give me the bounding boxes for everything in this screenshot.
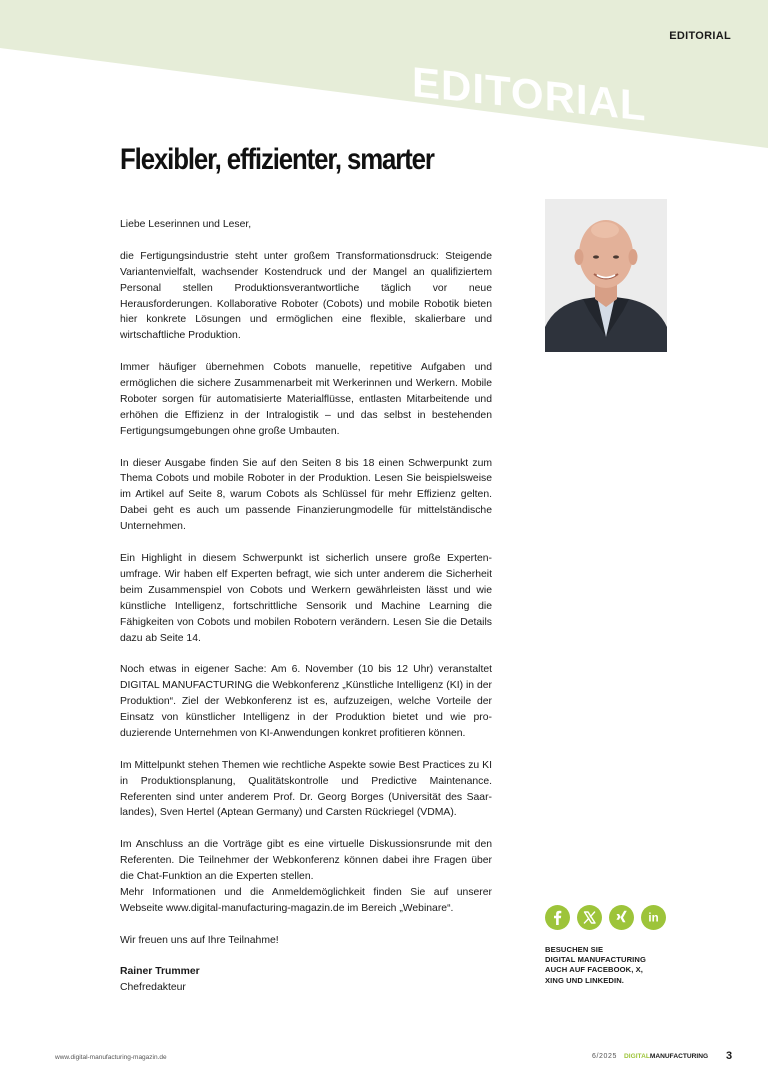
closing: Wir freuen uns auf Ihre Teilnahme! — [120, 934, 279, 946]
social-caption-line: BESUCHEN SIE — [545, 945, 604, 954]
social-caption — [545, 945, 685, 986]
x-icon[interactable] — [577, 905, 602, 930]
section-label: EDITORIAL — [669, 30, 731, 42]
portrait-illustration — [545, 199, 667, 352]
footer-url[interactable]: www.digital-manufacturing-magazin.de — [55, 1054, 167, 1061]
paragraph-7: Im Anschluss an die Vorträge gibt es eine virtuelle Diskussionsrunde mit den Referenten. Die Teilnehmer der Webkonferenz können dabei ihre Fragen über die Chat-Funktion an die Experten stellen. — [120, 839, 492, 883]
salutation: Liebe Leserinnen und Leser, — [120, 219, 252, 230]
paragraph-6: Im Mittelpunkt stehen Themen wie rechtliche Aspekte sowie Best Practices zu KI in Produktionsplanung, Qualitätskontrolle und Predictive Maintenance. Referenten sind unter anderem Prof. Dr. Georg Borges (Universität des Saarlandes), Sven Hertel (Aptean Germany) und Carsten Rückriegel (VDMA). — [120, 759, 492, 819]
linkedin-icon[interactable] — [641, 905, 666, 930]
svg-text:in: in — [648, 912, 659, 925]
banner-word: EDITORIAL — [412, 58, 647, 130]
paragraph-3: In dieser Ausgabe finden Sie auf den Seiten 8 bis 18 einen Schwerpunkt zum Thema Cobots und mobile Roboter in der Produktion. Lesen Sie beispielsweise im Artikel auf Seite 8, warum Cobots als Schlüssel für mehr Effizienz gelten. Dabei geht es auch um passende Finanzierungmodelle für mittelständische Unternehmen. — [120, 457, 492, 533]
social-caption-line: AUCH AUF FACEBOOK, X, — [545, 965, 644, 975]
footer-brand — [624, 1053, 708, 1060]
social-links — [545, 905, 666, 931]
paragraph-2: Immer häufiger übernehmen Cobots manuelle, repetitive Aufgaben und ermöglichen die sichere Zusammenarbeit mit Werkerinnen und Werkern. Mobile Roboter sorgen für automatisierte Materialflüsse, entlasten Mitarbeitende und erhöhen die Effizienz in der Intralogistik – und das selbst in bestehenden Fertigungsumgebungen ohne große Umbauten. — [120, 362, 492, 437]
brand-part-2: MANUFACTURING — [649, 1053, 709, 1060]
paragraph-5: Noch etwas in eigener Sache: Am 6. November (10 bis 12 Uhr) veranstaltet DIGITAL MANUFACTURING die Webkonferenz „Künstliche Intelligenz (KI) in der Produktion“. Ziel der Webkonferenz ist es, aufzuzeigen, welche Vorteile der Einsatz von künstlicher Intelligenz in der Produktion bietet und wie produzierende Unternehmen von KI-Anwendungen konkret profitieren können. — [120, 664, 492, 739]
author-portrait — [545, 199, 667, 352]
social-caption-line: DIGITAL MANUFACTURING — [545, 955, 646, 965]
banner-shape — [0, 0, 768, 160]
banner-polygon — [0, 0, 768, 148]
brand-part-1: DIGITAL — [624, 1053, 650, 1060]
author-title: Chefredakteur — [120, 982, 186, 994]
issue-number: 6/2025 — [592, 1053, 618, 1060]
author-name: Rainer Trummer — [120, 966, 200, 978]
paragraph-4: Ein Highlight in diesem Schwerpunkt ist sicherlich unsere große Expertenumfrage. Wir haben elf Experten befragt, wie sich unter anderem die Sicherheit beim Zusammenspiel von Cobots und Werkern gewährleisten lässt und wie künstliche Intelligenz, fortschrittliche Sensorik und Machine Learning die Fähigkeiten von Cobots und mobilen Robotern verändern. Lesen Sie die Details dazu ab Seite 14. — [120, 552, 492, 644]
article-body — [120, 217, 492, 996]
page-number: 3 — [726, 1050, 733, 1062]
paragraph-1: die Fertigungsindustrie steht unter großem Transformationsdruck: Steigende Variantenvielfalt, wachsender Kostendruck und der Mangel an qualifiziertem Personal stellen Produktionsverantwortliche täglich vor neue Herausforderungen. Kollaborative Roboter (Cobots) und mobile Robotik bieten hier konkrete Lösungen und ermöglichen eine flexible, skalierbare und wirtschaftliche Produktion. — [120, 250, 492, 342]
paragraph-8: Mehr Informationen und die Anmeldemöglichkeit finden Sie auf unserer Webseite www.digital-manufacturing-magazin.de im Bereich „Webinare“. — [120, 886, 492, 914]
xing-icon[interactable] — [609, 905, 634, 930]
header-banner — [0, 0, 768, 160]
facebook-icon[interactable] — [545, 905, 570, 930]
social-caption-line: XING UND LINKEDIN. — [545, 975, 625, 985]
page-title: Flexibler, effizienter, smarter — [120, 143, 434, 176]
